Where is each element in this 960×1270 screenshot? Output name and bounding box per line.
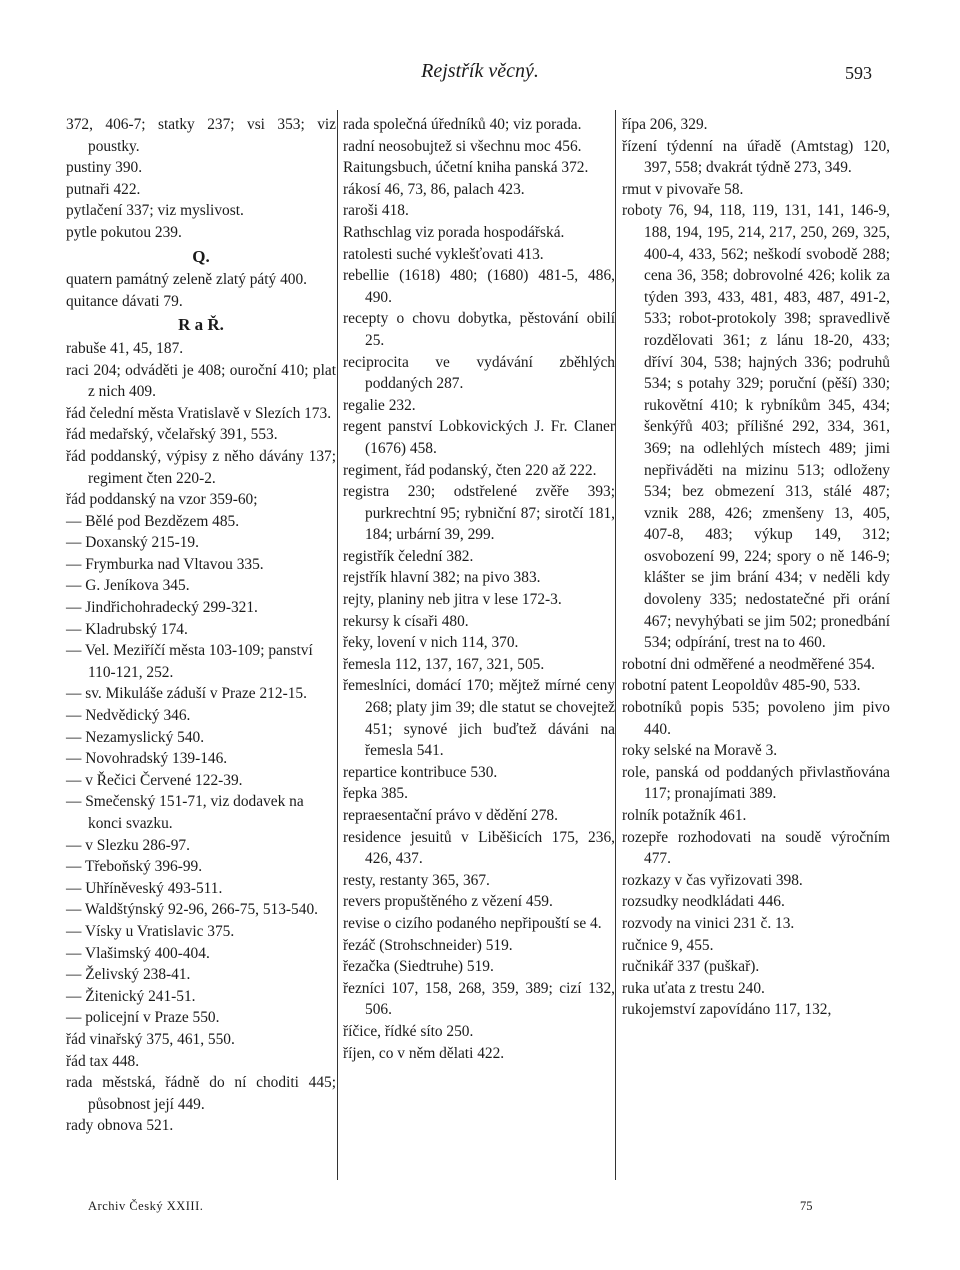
index-entry: quitance dávati 79.	[66, 292, 183, 310]
index-entry: řemeslníci, domácí 170; mějtež mírné ceny 268; platy jim 39; dle statut se chovejtež 451; synové jich buďtež dáváni na řemesla 541.	[343, 677, 615, 760]
index-entry: residence jesuitů v Liběšicích 175, 236, 426, 437.	[343, 828, 615, 868]
section-letter-heading: R a Ř.	[178, 315, 224, 335]
index-entry: řád medařský, včelařský 391, 553.	[66, 426, 278, 444]
index-entry: rozepře rozhodovati na soudě výročním 477.	[622, 828, 890, 868]
index-entry: řezačka (Siedtruhe) 519.	[343, 958, 494, 976]
index-entry: ratolesti suché vyklešťovati 413.	[343, 245, 544, 263]
index-subentry: — Novohradský 139-146.	[66, 750, 228, 768]
index-column-1	[66, 114, 336, 1137]
index-entry: reciprocita ve vydávání zběhlých poddaných 287.	[343, 353, 615, 393]
index-subentry: — G. Jeníkova 345.	[66, 577, 190, 595]
index-entry: řezníci 107, 158, 268, 359, 389; cizí 132, 506.	[343, 979, 615, 1019]
index-subentry: — Vísky u Vratislavic 375.	[66, 922, 235, 940]
index-subentry: — Nezamyslický 540.	[66, 728, 205, 746]
index-entry: registra 230; odstřelené zvěře 393; purkrechtní 95; rybniční 87; sirotčí 181, 184; urbární 39, 299.	[343, 483, 615, 544]
index-subentry: — v Řečici Červené 122-39.	[66, 771, 243, 789]
index-subentry: — Vel. Meziříčí města 103-109; panství 110-121, 252.	[66, 642, 313, 681]
section-letter-heading: Q.	[192, 246, 210, 266]
index-entry: řemesla 112, 137, 167, 321, 505.	[343, 655, 545, 673]
index-entry: řízení týdenní na úřadě (Amtstag) 120, 397, 558; dvakrát týdně 273, 349.	[622, 137, 890, 177]
index-entry: řípa 206, 329.	[622, 116, 708, 133]
index-entry: řád vinařský 375, 461, 550.	[66, 1030, 235, 1048]
index-entry: ručnikář 337 (puškař).	[622, 958, 760, 976]
index-entry: recepty o chovu dobytka, pěstování obilí 25.	[343, 310, 615, 349]
index-entry: řád čelední města Vratislavě v Slezích 173.	[66, 404, 332, 422]
index-subentry: — Vlašimský 400-404.	[66, 944, 210, 962]
index-entry: rady obnova 521.	[66, 1117, 174, 1135]
index-entry: regent panství Lobkovických J. Fr. Claner (1676) 458.	[343, 418, 615, 457]
index-entry: rozsudky neodkládati 446.	[622, 893, 785, 911]
index-subentry: — policejní v Praze 550.	[66, 1009, 220, 1027]
index-subentry: — Želivský 238-41.	[66, 966, 191, 984]
footer-signature: Archiv Český XXIII.	[88, 1199, 204, 1213]
index-entry: quatern památný zeleně zlatý pátý 400.	[66, 271, 308, 289]
index-subentry: — sv. Mikuláše záduší v Praze 212-15.	[66, 685, 307, 703]
index-entry: robotní dni odměřené a neodměřené 354.	[622, 655, 876, 673]
index-entry: raroši 418.	[343, 202, 409, 220]
index-entry: resty, restanty 365, 367.	[343, 871, 490, 889]
index-entry: pytle pokutou 239.	[66, 223, 182, 241]
index-entry: rozvody na vinici 231 č. 13.	[622, 914, 795, 932]
index-entry: rada společná úředníků 40; viz porada.	[343, 116, 582, 133]
index-subentry: — v Slezku 286-97.	[66, 836, 190, 854]
index-entry: radní neosobujtež si všechnu moc 456.	[343, 137, 582, 155]
index-subentry: — Doxanský 215-19.	[66, 534, 199, 552]
index-entry: rolník potažník 461.	[622, 807, 747, 824]
index-entry: raci 204; odváděti je 408; ouroční 410; plat z nich 409.	[66, 361, 336, 401]
index-entry: revise o cizího podaného nepřipouští se 4.	[343, 914, 602, 932]
index-entry: rekursy k císaři 480.	[343, 612, 469, 630]
index-subentry: — Frymburka nad Vltavou 335.	[66, 555, 264, 573]
index-entry: regiment, řád podanský, čten 220 až 222.	[343, 461, 597, 479]
index-entry: putnaři 422.	[66, 180, 141, 198]
index-entry: rmut v pivovaře 58.	[622, 180, 744, 198]
index-subentry: — Třeboňský 396-99.	[66, 858, 203, 876]
page-number: 593	[845, 63, 872, 83]
index-entry: repartice kontribuce 530.	[343, 763, 498, 781]
index-entry: registřík čelední 382.	[343, 547, 474, 565]
index-entry: robotní patent Leopoldův 485-90, 533.	[622, 677, 861, 695]
index-subentry: — Waldštýnský 92-96, 266-75, 513-540.	[66, 901, 318, 919]
index-entry: rozkazy v čas vyřizovati 398.	[622, 871, 803, 889]
index-entry: řád poddanský, výpisy z něho dávány 137; regiment čten 220-2.	[66, 447, 336, 487]
index-entry: roky selské na Moravě 3.	[622, 742, 778, 760]
index-subentry: — Žitenický 241-51.	[66, 987, 196, 1005]
index-subentry: — Smečenský 151-71, viz dodavek na konci svazku.	[66, 793, 304, 832]
index-entry: rebellie (1618) 480; (1680) 481-5, 486, 490.	[343, 267, 615, 306]
index-entry: říčice, řídké síto 250.	[343, 1022, 474, 1040]
index-entry: ručnice 9, 455.	[622, 936, 714, 954]
index-entry: repraesentační právo v dědění 278.	[343, 807, 558, 824]
running-header-title: Rejstřík věcný.	[421, 60, 539, 82]
index-subentry: — Kladrubský 174.	[66, 620, 188, 638]
index-subentry: — Jindřichohradecký 299-321.	[66, 599, 258, 617]
index-subentry: — Nedvědický 346.	[66, 707, 191, 725]
index-column-3	[622, 114, 890, 1021]
index-entry: roboty 76, 94, 118, 119, 131, 141, 146-9, 188, 194, 195, 214, 217, 250, 269, 325, 400-4, 433, 562; neškodí svobodě 288; cena 36, 358; dobrovolné 426; kolik za týden 393, 433, 481, 483, 487, 491-2, 533; robot-protokoly 398; spravedlivě rozdělovati 361; z lánu 18-20, 433; dříví 304, 538; hajných 336; podruhů 534; s potahy 329; poruční (pěší) 330; rukovětní 410; k rybníkům 345, 434; šenkýřů 403; přílišné 292, 334, 361, 369; na odlehlých místech 489; jimi nepřiváděti na mizinu 513; odloženy 534; bez obmezení 313, stálé 487; vznik 288, 426; zmenšeny 13, 405, 407-8, 483; výkup 149, 312; osvobození 99, 224; spory o ně 146-9; klášter se jim brání 434; v neděli kdy dovoleny 335; nedostatečné při orání 467; nevyhýbati se jim 502; pronedbání 534; odpírání, trest na to 460.	[622, 202, 890, 652]
index-entry: rejty, planiny neb jitra v lese 172-3.	[343, 591, 562, 609]
index-entry: řezáč (Strohschneider) 519.	[343, 936, 513, 954]
index-entry: 372, 406-7; statky 237; vsi 353; viz poustky.	[66, 116, 336, 155]
index-entry: robotníků popis 535; povoleno jim pivo 440.	[622, 699, 890, 738]
index-entry: řeky, lovení v nich 114, 370.	[343, 634, 519, 652]
index-entry: Raitungsbuch, účetní kniha panská 372.	[343, 159, 589, 177]
index-entry: řád poddanský na vzor 359-60;	[66, 491, 258, 509]
index-entry: rukojemství zapovídáno 117, 132,	[622, 1001, 832, 1019]
index-entry: revers propuštěného z vězení 459.	[343, 893, 553, 911]
index-entry: rákosí 46, 73, 86, palach 423.	[343, 180, 525, 198]
index-entry: řád tax 448.	[66, 1052, 140, 1070]
index-entry: řepka 385.	[343, 785, 408, 803]
footer-sheet-number: 75	[800, 1199, 813, 1213]
index-column-2	[343, 114, 615, 1064]
index-entry: rabuše 41, 45, 187.	[66, 339, 184, 357]
index-entry: rejstřík hlavní 382; na pivo 383.	[343, 569, 541, 587]
index-entry: pytlačení 337; viz myslivost.	[66, 202, 244, 220]
index-entry: regalie 232.	[343, 396, 416, 414]
index-entry: role, panská od poddaných přivlastňována 117; pronajímati 389.	[622, 763, 890, 803]
column-divider-right	[615, 110, 616, 1180]
index-subentry: — Bělé pod Bezdězem 485.	[66, 512, 240, 530]
index-entry: ruka uťata z trestu 240.	[622, 979, 765, 997]
index-entry: říjen, co v něm dělati 422.	[343, 1044, 505, 1062]
index-entry: pustiny 390.	[66, 159, 143, 177]
column-divider-left	[337, 110, 338, 1180]
index-entry: Rathschlag viz porada hospodářská.	[343, 223, 565, 241]
index-subentry: — Uhříněveský 493-511.	[66, 879, 223, 897]
index-entry: rada městská, řádně do ní choditi 445; působnost její 449.	[66, 1074, 336, 1113]
